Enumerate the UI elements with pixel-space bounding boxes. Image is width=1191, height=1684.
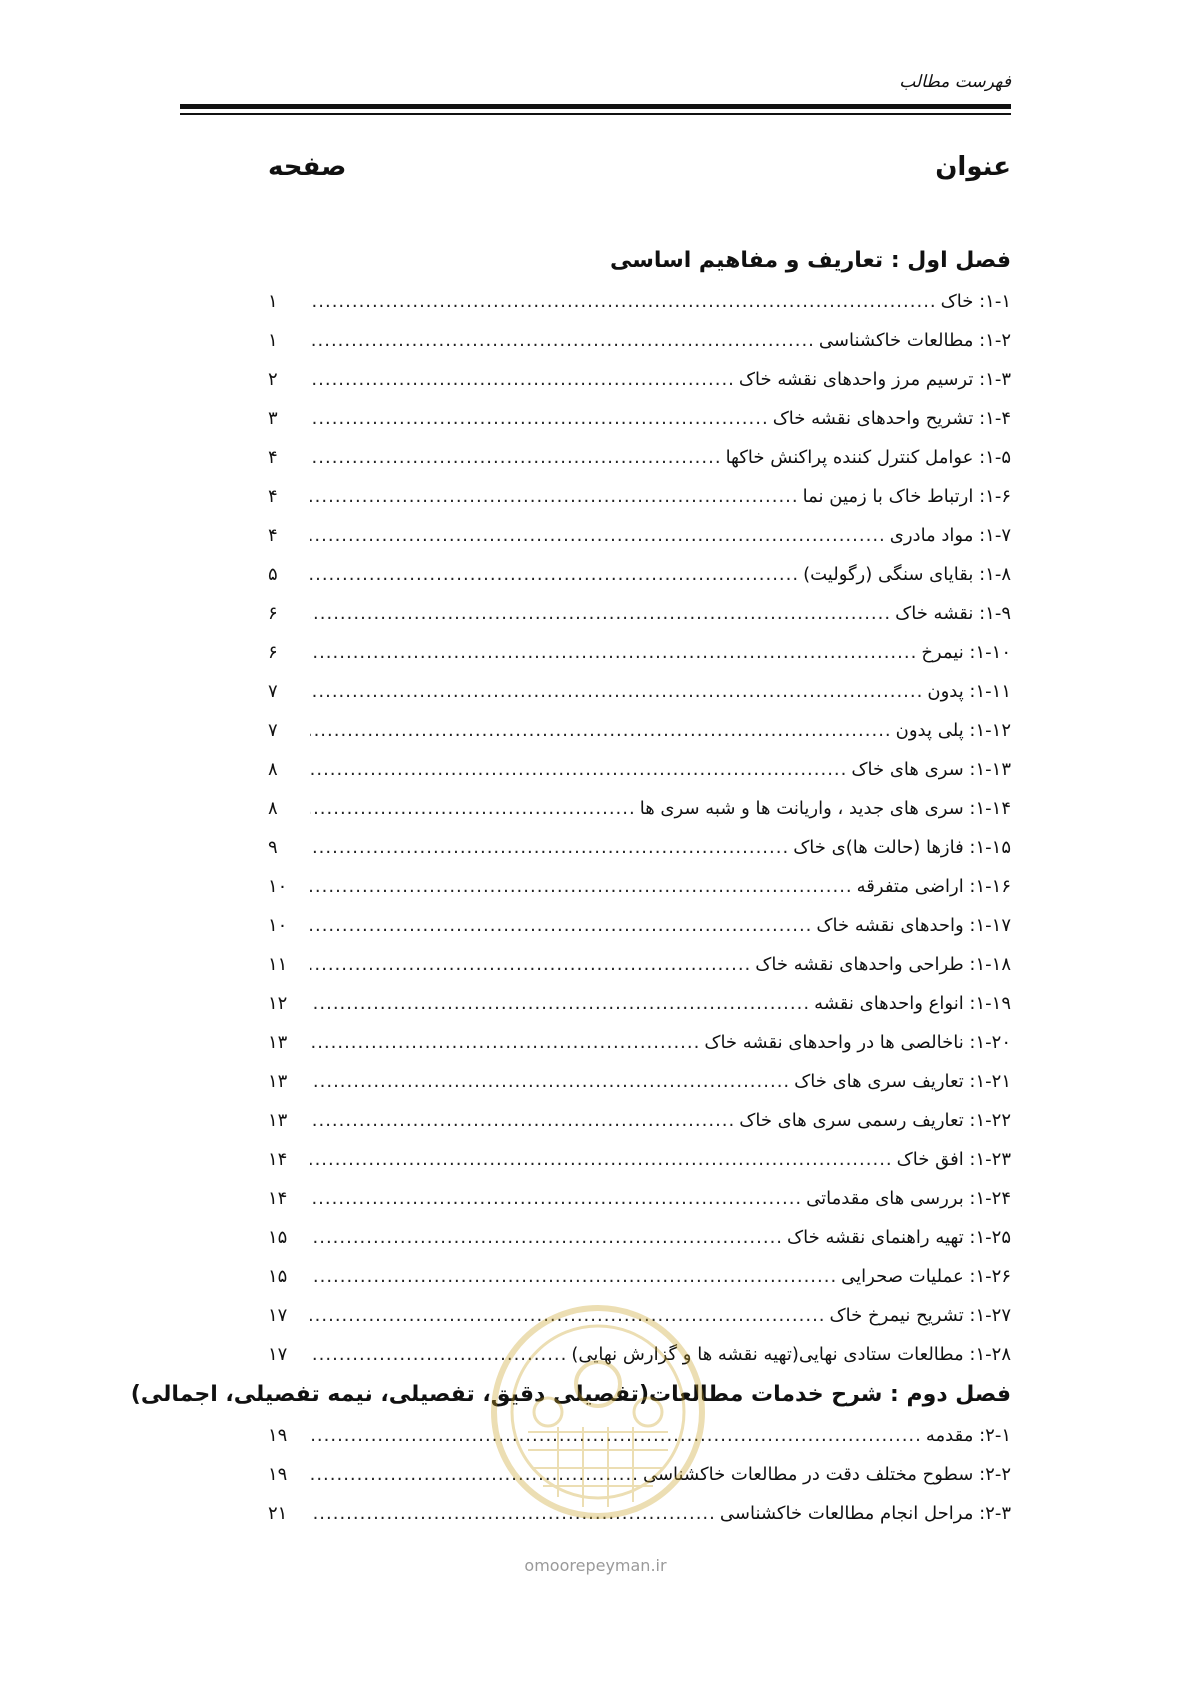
toc-entry [268,1140,1011,1179]
toc-entry-page-number: ۸ [268,798,278,819]
watermark-site-text: omoorepeyman.ir [524,1556,667,1575]
toc-entry-label: ۱-۲۸: مطالعات ستادی نهایی(تهیه نقشه ها و گزارش نهایی) [571,1344,1011,1365]
dot-leader [310,945,751,984]
toc-entry-page-number: ۱۰ [268,915,288,936]
toc-entry [268,1101,1011,1140]
header-rule-thick [180,104,1011,109]
chapter-heading: فصل دوم : شرح خدمات مطالعات(تفصیلی دقیق، تفصیلی، نیمه تفصیلی، اجمالی) [130,1382,1011,1407]
toc-entry [268,399,1011,438]
chapter-heading: فصل اول : تعاریف و مفاهیم اساسی [609,248,1011,273]
toc-entry [268,594,1011,633]
toc-entry [268,789,1011,828]
toc-entry [268,945,1011,984]
page-column-heading: صفحه [268,152,347,182]
dot-leader [310,438,722,477]
dot-leader [310,828,789,867]
toc-entry-page-number: ۶ [268,603,278,624]
toc-entry-label: ۲-۲: سطوح مختلف دقت در مطالعات خاکشناسی [642,1464,1011,1485]
dot-leader [310,672,923,711]
toc-entry-label: ۱-۶: ارتباط خاک با زمین نما [802,486,1011,507]
toc-entry [268,1062,1011,1101]
toc-entry-page-number: ۵ [268,564,278,585]
toc-entry [268,1218,1011,1257]
toc-entry-label: ۱-۱۷: واحدهای نقشه خاک [816,915,1011,936]
dot-leader [310,867,853,906]
toc-entry-label: ۱-۲۷: تشریح نیمرخ خاک [829,1305,1011,1326]
toc-entry [268,516,1011,555]
toc-entry-page-number: ۱۱ [268,954,288,975]
toc-entry-label: ۲-۱: مقدمه [925,1425,1011,1446]
dot-leader [310,1218,783,1257]
header-rule-thin [180,113,1011,115]
running-header: فهرست مطالب [899,72,1011,92]
dot-leader [310,633,917,672]
dot-leader [310,1179,802,1218]
toc-entry-page-number: ۱۴ [268,1149,288,1170]
toc-entry [268,1179,1011,1218]
toc-entry-label: ۱-۱۳: سری های خاک [851,759,1011,780]
dot-leader [310,711,892,750]
toc-entry [268,282,1011,321]
toc-entry-label: ۱-۱۴: سری های جدید ، واریانت ها و شبه سری ها [639,798,1011,819]
toc-entry-page-number: ۱۴ [268,1188,288,1209]
toc-entry-label: ۱-۱۲: پلی پدون [895,720,1011,741]
toc-entry [268,711,1011,750]
toc-entry [268,321,1011,360]
dot-leader [310,1023,700,1062]
toc-entry-page-number: ۹ [268,837,278,858]
watermark-seal [488,1302,708,1522]
toc-entry-label: ۲-۳: مراحل انجام مطالعات خاکشناسی [719,1503,1011,1524]
toc-entry-label: ۱-۱۱: پدون [927,681,1011,702]
toc-entry-page-number: ۱ [268,330,278,351]
toc-entry-label: ۱-۱۶: اراضی متفرقه [856,876,1011,897]
toc-entry-page-number: ۱۹ [268,1425,288,1446]
toc-entry-label: ۱-۱۹: انواع واحدهای نقشه [814,993,1011,1014]
toc-entry-label: ۱-۹: نقشه خاک [895,603,1011,624]
toc-entry [268,555,1011,594]
toc-entry [268,906,1011,945]
dot-leader [310,750,847,789]
dot-leader [310,321,815,360]
dot-leader [310,1062,790,1101]
toc-entry-label: ۱-۸: بقایای سنگی (رگولیت) [803,564,1011,585]
toc-entry-page-number: ۲ [268,369,278,390]
dot-leader [310,1257,837,1296]
toc-entry-label: ۱-۴: تشریح واحدهای نقشه خاک [772,408,1011,429]
toc-entry-label: ۱-۲: مطالعات خاکشناسی [818,330,1011,351]
toc-entry-label: ۱-۲۲: تعاریف رسمی سری های خاک [739,1110,1011,1131]
toc-entry-label: ۱-۲۳: افق خاک [896,1149,1011,1170]
dot-leader [310,984,810,1023]
toc-entry-page-number: ۱ [268,291,278,312]
dot-leader [310,360,735,399]
toc-entry [268,360,1011,399]
toc-entry-page-number: ۳ [268,408,278,429]
toc-entry-label: ۱-۲۱: تعاریف سری های خاک [794,1071,1011,1092]
toc-entry [268,750,1011,789]
toc-entry [268,1257,1011,1296]
toc-entry-label: ۱-۱۵: فازها (حالت ها)ی خاک [793,837,1011,858]
toc-entry-label: ۱-۲۴: بررسی های مقدماتی [806,1188,1011,1209]
title-column-heading: عنوان [935,152,1011,182]
toc-entry-label: ۱-۱۸: طراحی واحدهای نقشه خاک [755,954,1011,975]
toc-entry [268,672,1011,711]
toc-entry [268,438,1011,477]
toc-entry-page-number: ۱۳ [268,1110,288,1131]
dot-leader [310,477,799,516]
dot-leader [310,516,886,555]
dot-leader [310,1101,735,1140]
toc-entry-page-number: ۱۳ [268,1071,288,1092]
dot-leader [310,906,812,945]
toc-entry-page-number: ۷ [268,720,278,741]
toc-entry-page-number: ۱۷ [268,1305,288,1326]
toc-entry [268,477,1011,516]
dot-leader [310,1140,893,1179]
toc-entry-page-number: ۸ [268,759,278,780]
toc-entry [268,828,1011,867]
toc-entry-page-number: ۱۰ [268,876,288,897]
toc-entry [268,867,1011,906]
toc-entry-label: ۱-۱۰: نیمرخ [921,642,1011,663]
toc-entry-page-number: ۱۵ [268,1266,288,1287]
toc-entry-page-number: ۴ [268,525,278,546]
toc-entry-page-number: ۱۳ [268,1032,288,1053]
toc-entry-page-number: ۷ [268,681,278,702]
toc-entry [268,633,1011,672]
toc-entry-page-number: ۴ [268,447,278,468]
toc-entry-page-number: ۱۲ [268,993,288,1014]
toc-entry-label: ۱-۷: مواد مادری [889,525,1011,546]
toc-entry-label: ۱-۵: عوامل کنترل کننده پراکنش خاکها [725,447,1011,468]
toc-entry-page-number: ۱۷ [268,1344,288,1365]
toc-entry-page-number: ۱۵ [268,1227,288,1248]
toc-entry-label: ۱-۲۶: عملیات صحرایی [841,1266,1011,1287]
toc-entry-page-number: ۲۱ [268,1503,288,1524]
dot-leader [310,594,891,633]
toc-entry-page-number: ۴ [268,486,278,507]
dot-leader [310,399,769,438]
toc-entry-label: ۱-۲۰: ناخالصی ها در واحدهای نقشه خاک [704,1032,1011,1053]
toc-entry-page-number: ۶ [268,642,278,663]
toc-entry [268,984,1011,1023]
dot-leader [310,555,799,594]
dot-leader [310,282,937,321]
dot-leader [310,789,636,828]
toc-entry-label: ۱-۳: ترسیم مرز واحدهای نقشه خاک [738,369,1011,390]
toc-entry [268,1023,1011,1062]
toc-entry-label: ۱-۲۵: تهیه راهنمای نقشه خاک [787,1227,1011,1248]
toc-entry-page-number: ۱۹ [268,1464,288,1485]
toc-entry-label: ۱-۱: خاک [940,291,1011,312]
